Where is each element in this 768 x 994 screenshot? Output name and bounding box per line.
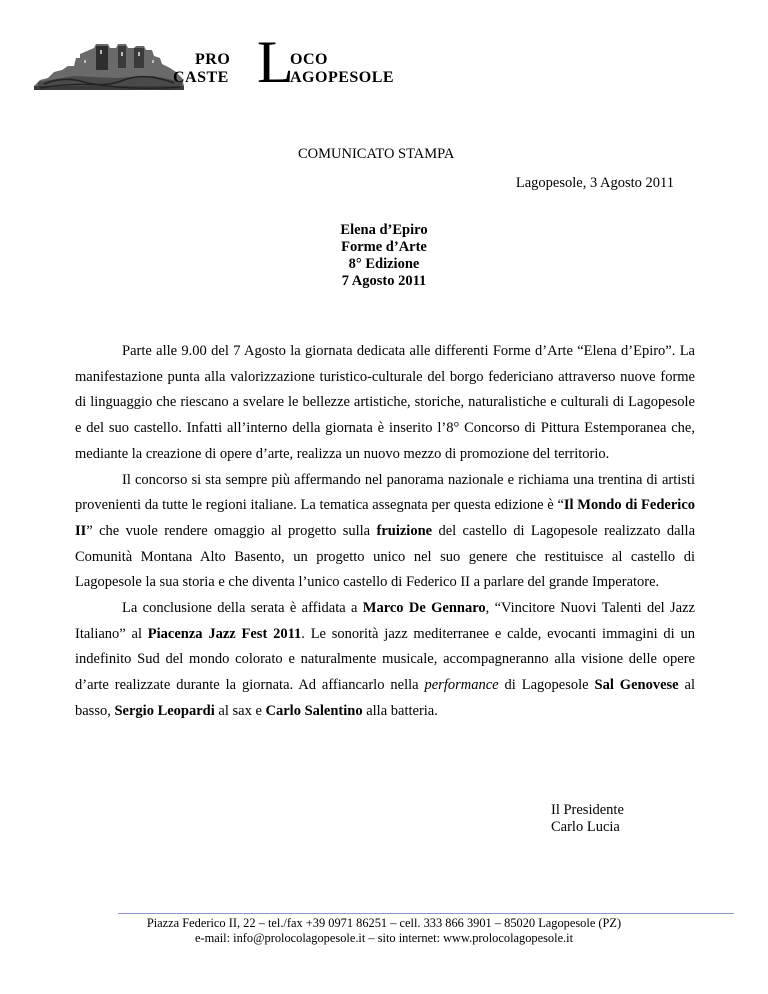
bold-run: Marco De Gennaro [362,600,486,617]
paragraph-3 [75,596,695,725]
document-date: Lagopesole, 3 Agosto 2011 [515,175,674,191]
italic-run: performance [424,677,499,694]
document-heading: COMUNICATO STAMPA [298,146,455,162]
text-run: alla batteria. [362,702,438,719]
footer [0,916,768,945]
text-run: Il concorso si sta sempre più affermando nel panorama nazionale e richiama una trentina di artisti provenienti da tutte le regioni italiane. La tematica assegnata per questa edizione è “ [75,471,695,514]
bold-run: Sal Genovese [594,677,679,694]
text-run: La conclusione della serata è affidata a [122,600,363,617]
text-run: del castello di Lagopesole realizzato dalla Comunità Montana Alto Basento, un progetto unico nel suo genere che restituisce al castello di Lagopesole la sua storia e che diventa l’unico castello di Federico II a parlare del grande Imperatore. [75,522,695,591]
text-run: di Lagopesole [498,677,595,694]
text-run: ” che vuole rendere omaggio al progetto sulla [86,522,377,539]
logo-big-letter: L [257,29,294,95]
text-run: , “Vincitore Nuovi Talenti del Jazz Italiano” al [75,600,695,642]
event-title-line: Elena d’Epiro [340,222,428,238]
castle-engraving-image [34,36,184,90]
paragraph-2 [75,468,695,597]
event-title-line: 7 Agosto 2011 [341,273,427,289]
logo-caste: CASTE [173,69,229,86]
signature-role: Il Presidente [551,802,624,818]
footer-divider [118,913,734,914]
text-run: al sax e [214,702,266,719]
event-title-line: 8° Edizione [348,256,420,272]
signature-block [551,802,624,836]
event-title-block [0,222,768,290]
bold-run: Carlo Salentino [265,702,363,719]
signature-name: Carlo Lucia [551,819,620,835]
body-text [75,339,695,725]
text-run: . Le sonorità jazz mediterranee e calde, evocanti immagini di un indefinito Sud del mondo colorato e naturalmente musicale, accompagneranno alla visione delle opere d’arte realizzate durante la giornata. Ad affiancarlo nella [75,625,695,694]
footer-address: Piazza Federico II, 22 – tel./fax +39 0971 86251 – cell. 333 866 3901 – 85020 Lagopesole (PZ) [146,916,622,930]
bold-run: fruizione [376,522,433,539]
logo-oco: OCO [290,51,328,68]
logo-pro: PRO [195,51,231,68]
event-title-line: Forme d’Arte [341,239,427,255]
bold-run: Il Mondo di Federico II [75,497,696,539]
footer-contacts: e-mail: info@prolocolagopesole.it – sito internet: www.prolocolagopesole.it [194,930,574,945]
paragraph-1: Parte alle 9.00 del 7 Agosto la giornata dedicata alle differenti Forme d’Arte “Elena d’Epiro”. La manifestazione punta alla valorizzazione turistico-culturale del borgo federiciano attraverso nuove forme di linguaggio che riescano a svelare le bellezze artistiche, storiche, naturalistiche e culturali di Lagopesole e del suo castello. Infatti all’interno della giornata è inserito l’8° Concorso di Pittura Estemporanea che, mediante la creazione di opere d’arte, realizza un nuovo mezzo di promozione del territorio. [75,343,695,462]
bold-run: Sergio Leopardi [114,702,215,719]
text-run: al basso, [75,677,695,719]
bold-run: Piacenza Jazz Fest 2011 [147,625,302,642]
logo-agopesole: AGOPESOLE [290,69,395,86]
pro-loco-logo [34,29,395,95]
